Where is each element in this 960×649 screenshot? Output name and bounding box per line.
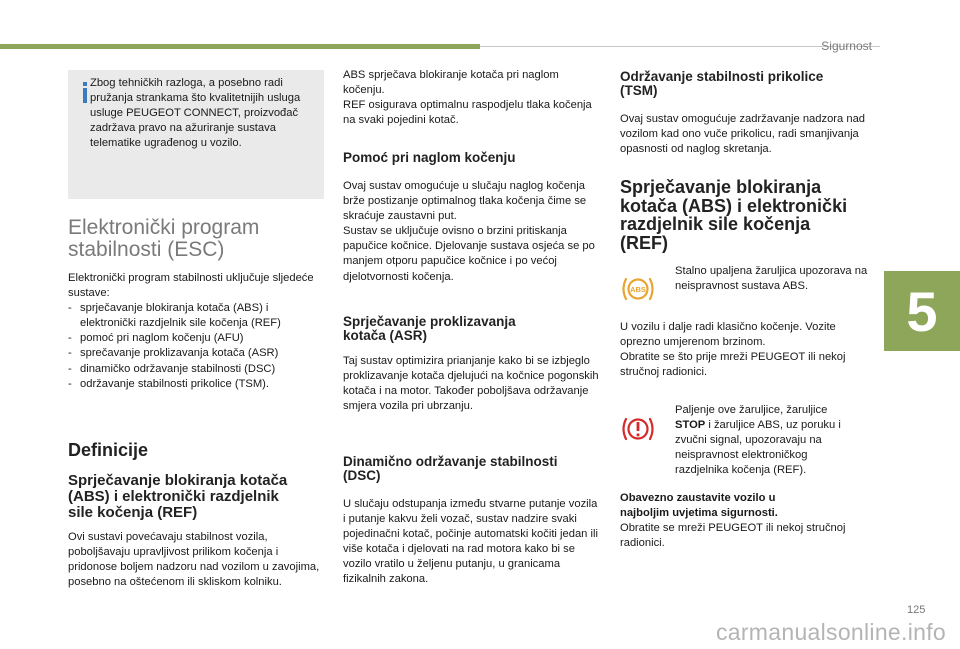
- title-line: Sprječavanje proklizavanja: [343, 314, 516, 329]
- title-line: Sprječavanje blokiranja kotača: [68, 472, 288, 489]
- dsc-text: U slučaju odstupanja između stvarne putanje vozila i putanje kakvu želi vozač, sustav nadzire svaki pojedinačni kotač, počinje automatski kočiti jedan ili više kotača i djelovati na rad motora kako bi se vozilo vratilo u željenu putanju, u granicama fizikalnih zakona.: [343, 498, 598, 586]
- abs-fault-text2: Obratite se što prije mreži PEUGEOT ili nekoj stručnoj radionici.: [620, 351, 846, 379]
- title-line: Sprječavanje blokiranja: [620, 177, 822, 197]
- abs-warning-icon: [620, 272, 656, 306]
- abs-fault-text1: U vozilu i dalje radi klasično kočenje. Vozite oprezno umjerenom brzinom.: [620, 321, 836, 349]
- esc-intro: Elektronički program stabilnosti uključuje sljedeće sustave:: [68, 272, 314, 300]
- esc-system-list: [68, 301, 326, 392]
- title-line: (REF): [620, 232, 668, 253]
- asr-title: [343, 315, 516, 343]
- esc-title-line2: stabilnosti (ESC): [68, 238, 225, 261]
- header-rule: [480, 46, 880, 47]
- esc-section: [68, 271, 326, 392]
- info-box-text: Zbog tehničkih razloga, a posebno radi pružanja strankama što kvalitetnijih usluga usluge PEUGEOT CONNECT, proizvođač zadržava pravo na ažuriranje sustava telematike ugrađenog u vozilo.: [90, 77, 301, 150]
- title-line: (TSM): [620, 83, 658, 98]
- title-line: kotača (ABS) i elektronički: [620, 195, 848, 216]
- asr-text: Taj sustav optimizira prianjanje kako bi se izbjeglo proklizavanje kotača djelujući na kočnice pogonskih kotača i na motor. Također poboljšava održavanje smjera vozila pri ubrzanju.: [343, 355, 599, 413]
- abs-ref-intro: [343, 68, 599, 128]
- abs-ref-title: [620, 178, 847, 252]
- definitions-title: Definicije: [68, 440, 149, 460]
- info-box: [68, 70, 324, 199]
- brake-alert-icon: [620, 412, 656, 446]
- afu-text2: Sustav se uključuje ovisno o brzini pritiskanja papučice kočnice. Djelovanje sustava osjeća se po manjem otporu papučice kočnice i po većoj djelotvornosti kočenja.: [343, 225, 595, 283]
- tsm-text: Ovaj sustav omogućuje zadržavanje nadzora nad vozilom kad ono vuče prikolicu, radi smanjivanja opasnosti od naglog skretanja.: [620, 113, 866, 156]
- abs-icon-label: ABS: [630, 285, 646, 294]
- title-line: (DSC): [343, 468, 381, 483]
- ref-text: REF osigurava optimalnu raspodjelu tlaka kočenja na svaki pojedini kotač.: [343, 99, 592, 127]
- title-line: kotača (ASR): [343, 328, 428, 343]
- list-item: - dinamičko održavanje stabilnosti (DSC): [68, 362, 326, 377]
- tsm-title: [620, 70, 823, 98]
- chapter-tab: 5: [884, 271, 960, 351]
- title-line: sile kočenja (REF): [68, 504, 198, 521]
- watermark: carmanualsonline.info: [715, 619, 946, 645]
- section-label: Sigurnost: [821, 39, 872, 53]
- list-item: - sprečavanje proklizavanja kotača (ASR): [68, 346, 326, 361]
- title-line: Održavanje stabilnosti prikolice: [620, 69, 824, 84]
- stop-warning-section: [620, 491, 870, 551]
- list-item: - održavanje stabilnosti prikolice (TSM).: [68, 377, 326, 392]
- stop-warning-bold: Obavezno zaustavite vozilo u najboljim uvjetima sigurnosti.: [620, 492, 778, 520]
- afu-section: [343, 179, 599, 285]
- abs-fault-section: [620, 320, 870, 380]
- afu-text1: Ovaj sustav omogućuje u slučaju naglog kočenja brže postizanje optimalnog tlaka kočenja čime se skraćuje zaustavni put.: [343, 180, 587, 223]
- abs-lamp-text: Stalno upaljena žaruljica upozorava na neispravnost sustava ABS.: [675, 265, 868, 293]
- stop-warning-text: Obratite se mreži PEUGEOT ili nekoj stručnoj radionici.: [620, 522, 846, 550]
- ref-lamp-text-a: Paljenje ove žaruljice, žaruljice: [675, 404, 828, 416]
- header-accent-bar: [0, 44, 480, 49]
- esc-title: [68, 217, 259, 261]
- list-item: - sprječavanje blokiranja kotača (ABS) i elektronički razdjelnik sile kočenja (REF): [68, 301, 326, 331]
- abs-ref-definition-title: [68, 473, 287, 521]
- afu-title: Pomoć pri naglom kočenju: [343, 150, 516, 165]
- title-line: razdjelnik sile kočenja: [620, 214, 811, 234]
- abs-text: ABS sprječava blokiranje kotača pri naglom kočenju.: [343, 69, 559, 97]
- ref-lamp-text-b: i žaruljice ABS, uz poruku i zvučni signal, upozoravaju na neispravnost elektroničkog razdjelnika kočenja (REF).: [675, 419, 841, 477]
- title-line: (ABS) i elektronički razdjelnik: [68, 488, 279, 505]
- abs-ref-definition-text: Ovi sustavi povećavaju stabilnost vozila, poboljšavaju upravljivost prilikom kočenja i pridonose boljem nadzoru nad vozilom u zavojima, posebno na oštećenom ili skliskom kolniku.: [68, 531, 320, 589]
- stop-lamp-label: STOP: [675, 419, 706, 432]
- title-line: Dinamično održavanje stabilnosti: [343, 454, 558, 469]
- ref-lamp-text: [675, 403, 860, 478]
- list-item: - pomoć pri naglom kočenju (AFU): [68, 331, 326, 346]
- page-number: 125: [907, 604, 926, 616]
- dsc-title: [343, 455, 558, 483]
- esc-title-line1: Elektronički program: [68, 216, 260, 239]
